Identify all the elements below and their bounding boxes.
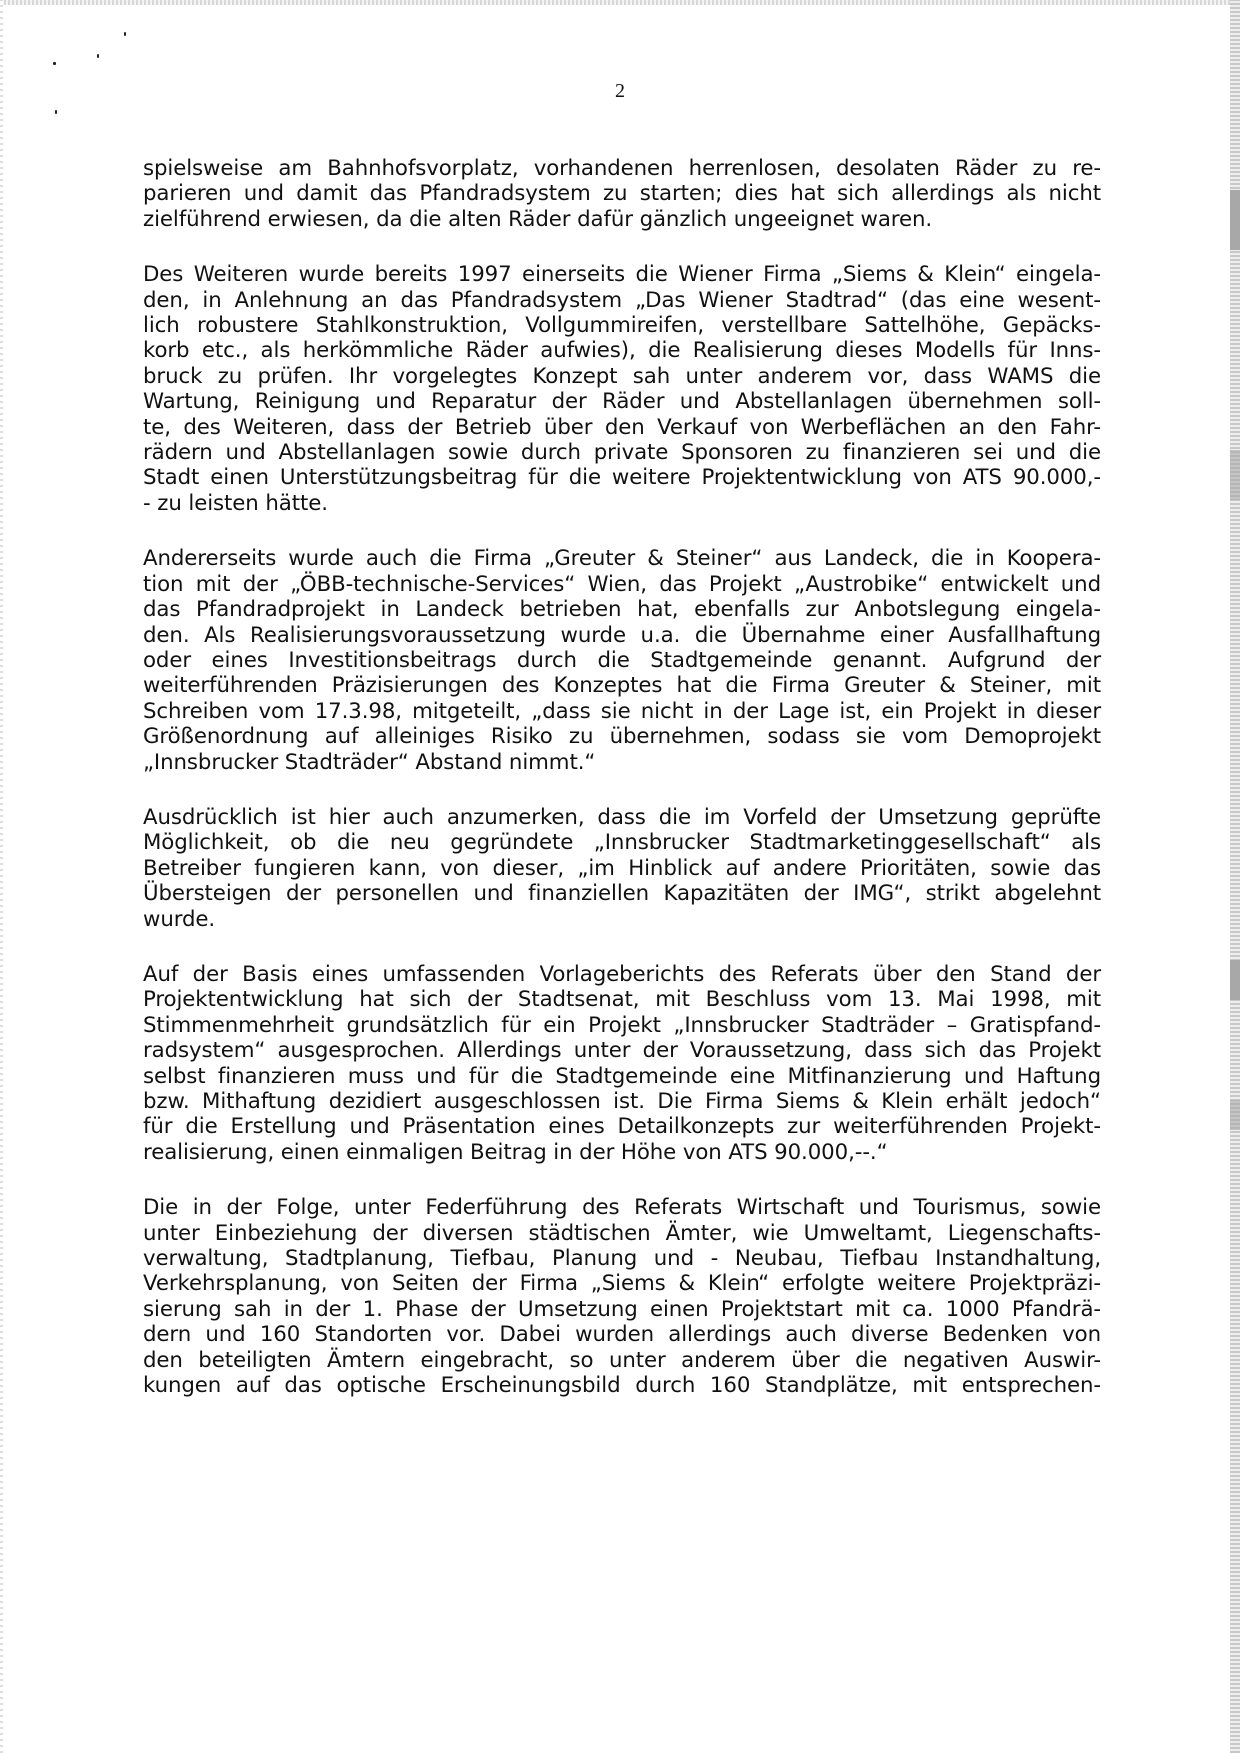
scan-artifact [1230,190,1240,250]
text-line: rädern und Abstellanlagen sowie durch private Sponsoren zu finanzieren sei und die [143,440,1101,466]
scan-speck [97,54,99,58]
text-line: unter Einbeziehung der diversen städtischen Ämter, wie Umweltamt, Liegenschafts- [143,1220,1101,1246]
text-line: Auf der Basis eines umfassenden Vorlageberichts des Referats über den Stand der [143,961,1101,987]
text-line: Übersteigen der personellen und finanziellen Kapazitäten der IMG“, strikt abgelehnt [143,881,1101,907]
text-line: Betreiber fungieren kann, von dieser, „im Hinblick auf andere Prioritäten, sowie das [143,855,1101,881]
text-line: den beteiligten Ämtern eingebracht, so unter anderem über die negativen Auswir- [143,1347,1101,1373]
text-line: oder eines Investitionsbeitrags durch die Stadtgemeinde genannt. Aufgrund der [143,647,1101,673]
text-line: Ausdrücklich ist hier auch anzumerken, dass die im Vorfeld der Umsetzung geprüfte [143,804,1101,830]
scan-left-edge [0,0,3,1753]
scan-top-edge [0,0,1240,5]
paragraph [143,156,1101,232]
text-line: wurde. [143,906,216,932]
text-line: den, in Anlehnung an das Pfandradsystem „Das Wiener Stadtrad“ (das eine wesent- [143,287,1101,313]
text-line: für die Erstellung und Präsentation eines Detailkonzepts zur weiterführenden Projekt- [143,1114,1101,1140]
text-line: realisierung, einen einmaligen Beitrag in der Höhe von ATS 90.000,--.“ [143,1139,888,1165]
text-line: sierung sah in der 1. Phase der Umsetzung einen Projektstart mit ca. 1000 Pfandrä- [143,1296,1101,1322]
text-line: Wartung, Reinigung und Reparatur der Räder und Abstellanlagen übernehmen soll- [143,389,1101,415]
scan-right-edge [1230,0,1240,1753]
text-line: - zu leisten hätte. [143,490,328,516]
text-line: bzw. Mithaftung dezidiert ausgeschlossen ist. Die Firma Siems & Klein erhält jedoch“ [143,1089,1101,1114]
scan-speck [53,62,56,65]
text-line: den. Als Realisierungsvoraussetzung wurde u.a. die Übernahme einer Ausfallhaftung [143,622,1101,648]
text-line: das Pfandradprojekt in Landeck betrieben hat, ebenfalls zur Anbotslegung eingela- [143,597,1101,623]
text-line: spielsweise am Bahnhofsvorplatz, vorhandenen herrenlosen, desolaten Räder zu re- [143,156,1101,181]
paragraph [143,262,1101,516]
scan-speck [124,32,126,36]
text-line: Stimmenmehrheit grundsätzlich für ein Projekt „Innsbrucker Stadträder – Gratispfand- [143,1012,1101,1038]
text-line: Verkehrsplanung, von Seiten der Firma „Siems & Klein“ erfolgte weitere Projektpräzi- [143,1271,1101,1297]
text-line: Größenordnung auf alleiniges Risiko zu übernehmen, sodass sie vom Demoprojekt [143,724,1101,750]
paragraph [143,805,1101,932]
scan-artifact [1230,1100,1240,1130]
text-line: selbst finanzieren muss und für die Stadtgemeinde eine Mitfinanzierung und Haftung [143,1063,1101,1089]
text-line: Möglichkeit, ob die neu gegründete „Innsbrucker Stadtmarketinggesellschaft“ als [143,830,1101,856]
scan-artifact [1230,450,1240,500]
text-line: „Innsbrucker Stadträder“ Abstand nimmt.“ [143,749,596,775]
text-line: Des Weiteren wurde bereits 1997 einerseits die Wiener Firma „Siems & Klein“ eingela- [143,262,1101,288]
text-line: tion mit der „ÖBB-technische-Services“ Wien, das Projekt „Austrobike“ entwickelt und [143,571,1101,597]
text-line: parieren und damit das Pfandradsystem zu starten; dies hat sich allerdings als nicht [143,181,1101,207]
document-body [143,156,1101,1428]
text-line: verwaltung, Stadtplanung, Tiefbau, Planung und - Neubau, Tiefbau Instandhaltung, [143,1246,1101,1272]
scan-speck [55,110,57,114]
text-line: te, des Weiteren, dass der Betrieb über den Verkauf von Werbeflächen an den Fahr- [143,414,1101,440]
text-line: Projektentwicklung hat sich der Stadtsenat, mit Beschluss vom 13. Mai 1998, mit [143,987,1101,1013]
text-line: korb etc., als herkömmliche Räder aufwies), die Realisierung dieses Modells für Inns- [143,338,1101,364]
paragraph [143,546,1101,775]
text-line: dern und 160 Standorten vor. Dabei wurden allerdings auch diverse Bedenken von [143,1322,1101,1348]
scan-artifact [1230,960,1240,1000]
paragraph [143,962,1101,1165]
text-line: weiterführenden Präzisierungen des Konzeptes hat die Firma Greuter & Steiner, mit [143,673,1101,699]
text-line: zielführend erwiesen, da die alten Räder dafür gänzlich ungeeignet waren. [143,206,933,232]
text-line: Die in der Folge, unter Federführung des Referats Wirtschaft und Tourismus, sowie [143,1195,1101,1221]
text-line: Andererseits wurde auch die Firma „Greuter & Steiner“ aus Landeck, die in Koopera- [143,546,1101,572]
text-line: bruck zu prüfen. Ihr vorgelegtes Konzept sah unter anderem vor, dass WAMS die [143,363,1101,389]
text-line: Schreiben vom 17.3.98, mitgeteilt, „dass sie nicht in der Lage ist, ein Projekt in dieser [143,698,1101,724]
text-line: lich robustere Stahlkonstruktion, Vollgummireifen, verstellbare Sattelhöhe, Gepäcks- [143,313,1101,339]
paragraph [143,1195,1101,1398]
text-line: radsystem“ ausgesprochen. Allerdings unter der Voraussetzung, dass sich das Projekt [143,1038,1101,1064]
text-line: Stadt einen Unterstützungsbeitrag für die weitere Projektentwicklung von ATS 90.000,- [143,465,1101,491]
text-line: kungen auf das optische Erscheinungsbild durch 160 Standplätze, mit entsprechen- [143,1373,1101,1399]
page-number: 2 [615,80,625,102]
